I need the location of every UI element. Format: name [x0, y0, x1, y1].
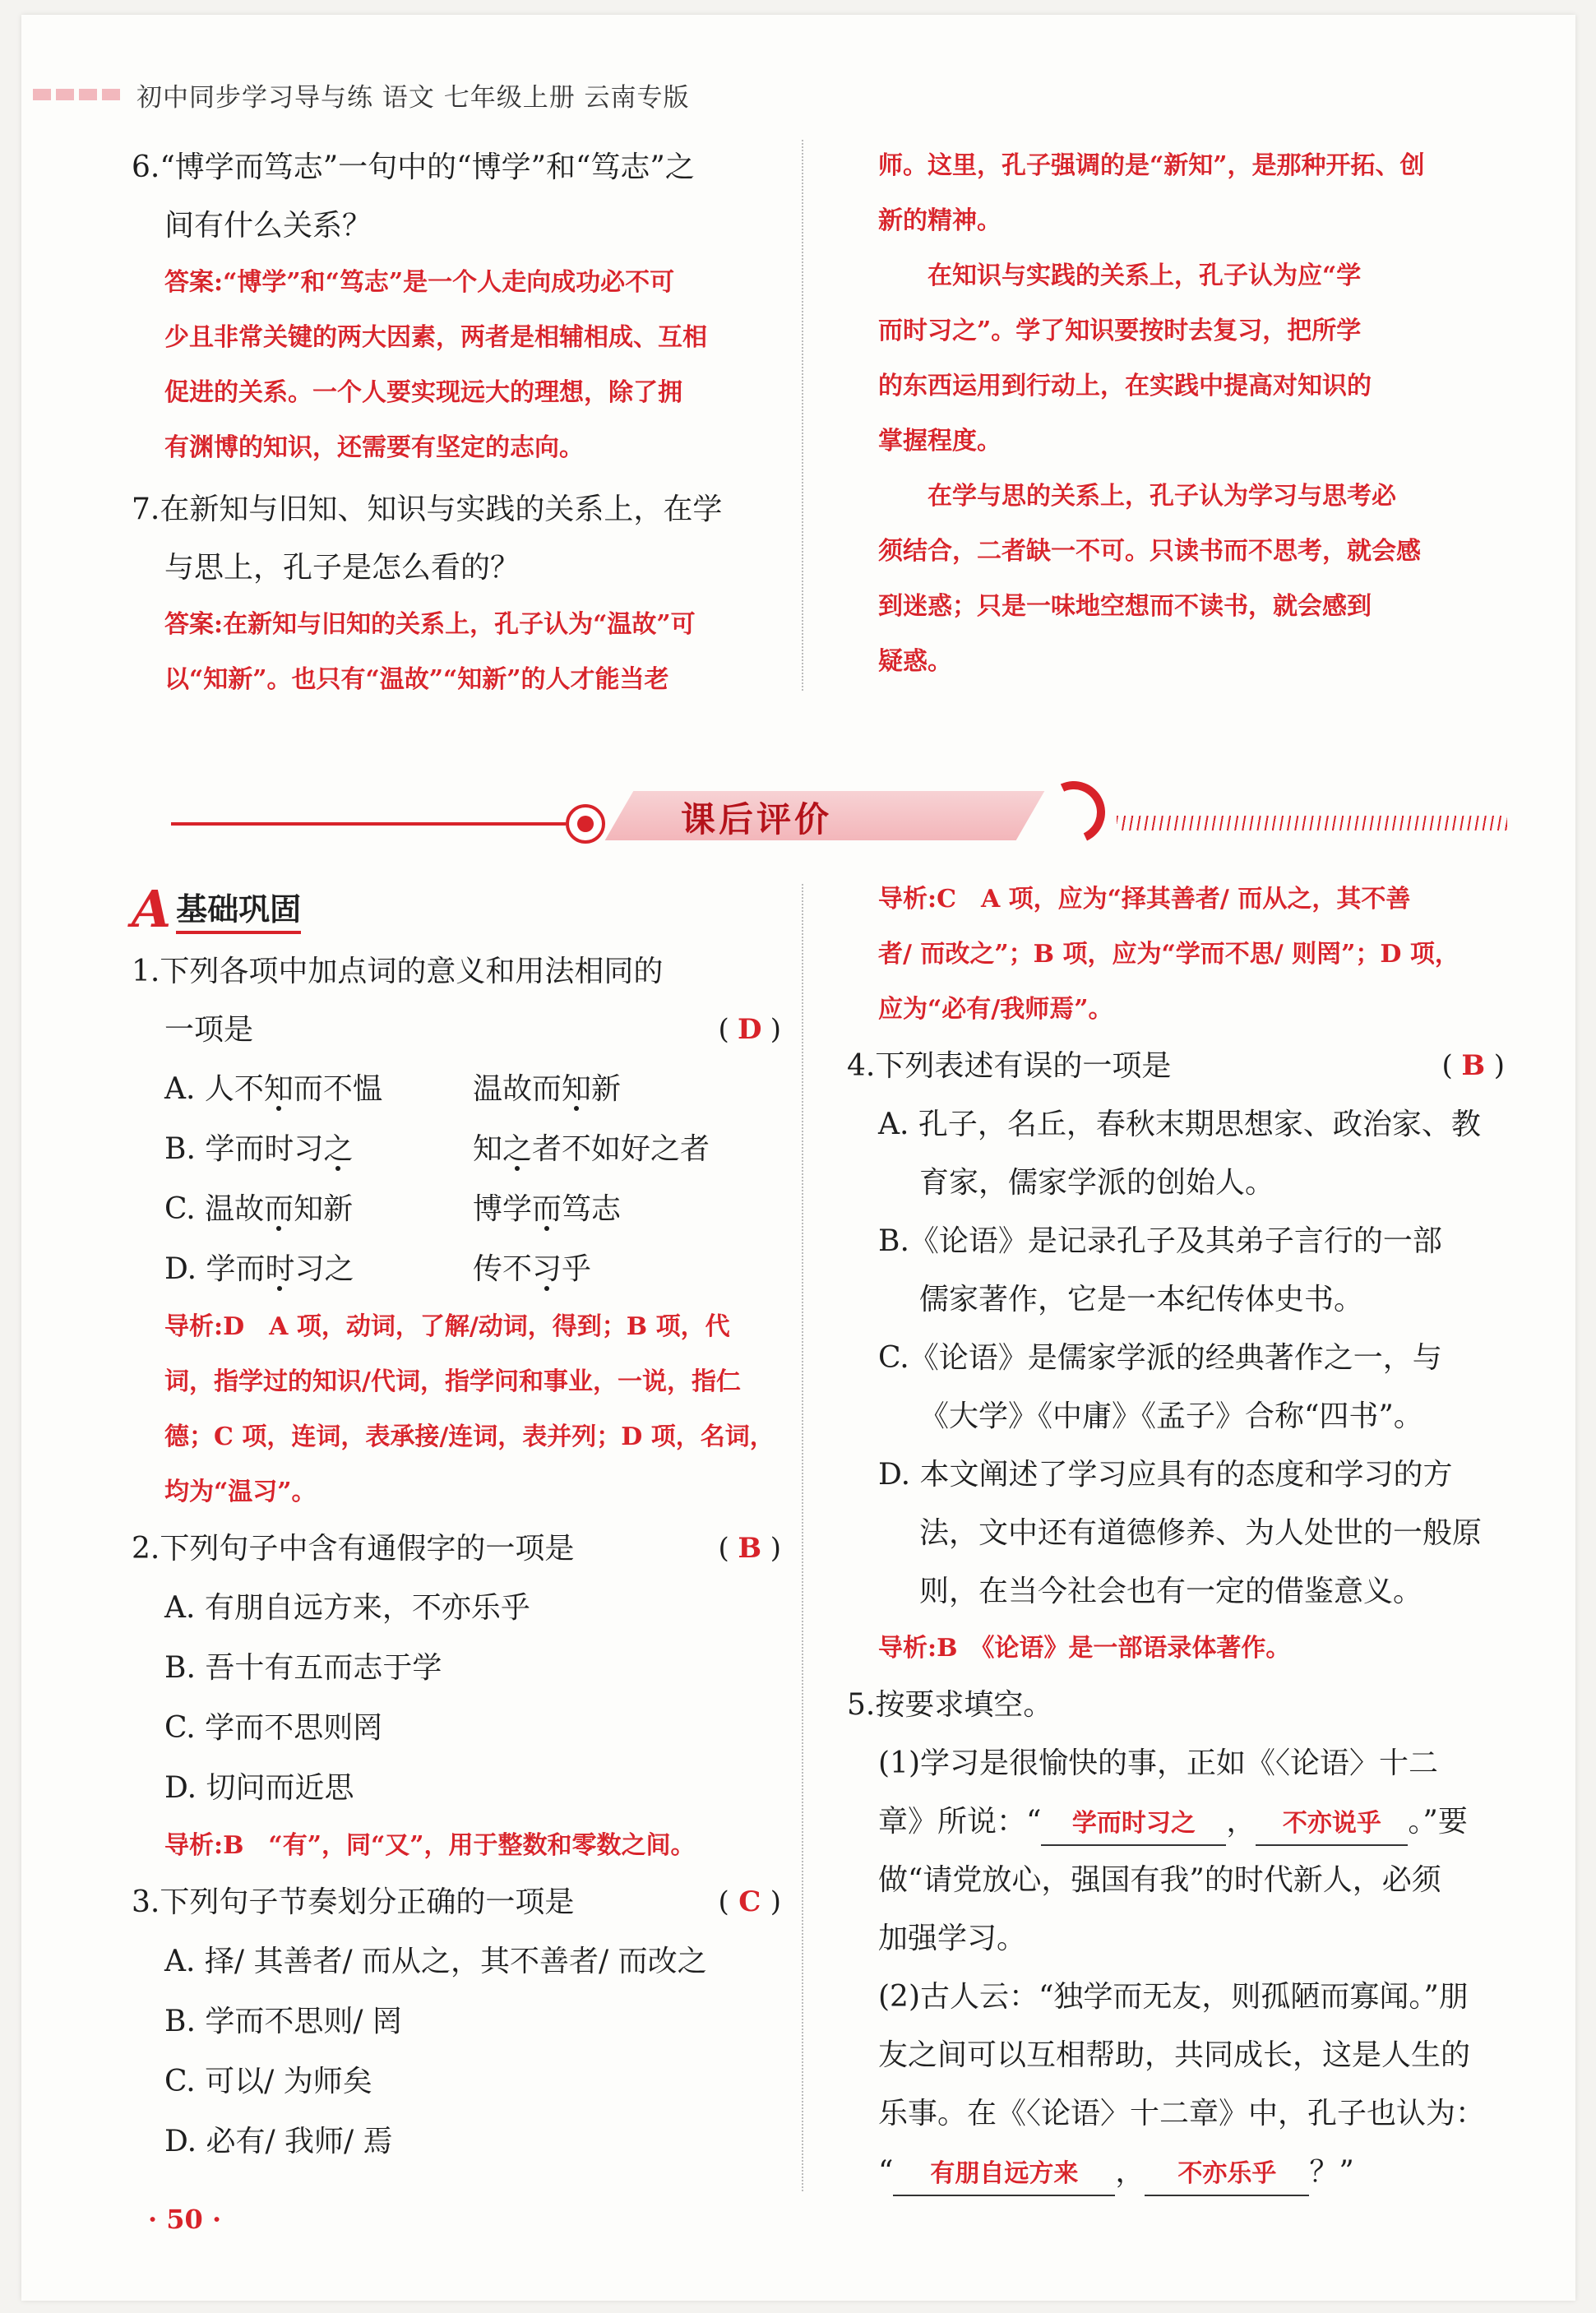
bottom-left-column	[132, 879, 781, 2172]
question-1	[132, 942, 781, 1059]
question-5	[847, 1676, 1505, 2201]
option-d: D. 必有/ 我师/ 焉	[164, 2125, 393, 2158]
option-text: 新	[591, 1072, 622, 1106]
header-decoration	[33, 89, 120, 100]
section-banner	[171, 773, 1507, 847]
guide-2	[132, 1818, 781, 1873]
answer-label: 答案:	[164, 610, 224, 639]
question-number: 3.	[132, 1885, 160, 1919]
option-text: 传不	[473, 1252, 533, 1286]
question-text: ，	[1226, 1805, 1256, 1839]
section-title: 基础巩固	[176, 884, 301, 934]
option-text: C. 温故	[164, 1192, 265, 1226]
option-c	[847, 1329, 1505, 1446]
question-text: 下列各项中加点词的意义和用法相同的	[160, 955, 664, 988]
dotted-word: 而	[264, 1192, 294, 1226]
guide-text: D A 项，动词，了解/动词，得到；B 项，代	[223, 1312, 730, 1341]
option-d	[847, 1446, 1505, 1621]
guide-label: 导析:	[164, 1831, 224, 1860]
option-row	[132, 1119, 781, 1179]
option-b: B. 吾十有五而志于学	[164, 1651, 442, 1685]
option-text: A. 人不	[164, 1072, 264, 1106]
option-text: D. 本文阐述了学习应具有的态度和学习的方	[878, 1458, 1453, 1492]
answer-text: 须结合，二者缺一不可。只读书而不思考，就会感	[878, 537, 1421, 566]
answer-text: 以“知新”。也只有“温故”“知新”的人才能当老	[164, 665, 669, 694]
top-left-column	[132, 138, 781, 707]
question-number: 2.	[132, 1532, 160, 1566]
guide-text: 均为“温习”。	[164, 1478, 317, 1506]
answer-text: 在知识与实践的关系上，孔子认为应“学	[928, 261, 1362, 290]
fill-blank-4: 不亦乐乎	[1145, 2153, 1309, 2196]
guide-text: 词，指学过的知识/代词，指学问和事业，一说，指仁	[164, 1367, 741, 1396]
fill-blank-2: 不亦说乎	[1256, 1803, 1408, 1846]
answer-text: “博学”和“笃志”是一个人走向成功必不可	[223, 268, 675, 297]
guide-text: 应为“必有/我师焉”。	[878, 995, 1113, 1024]
question-text: 一项是	[164, 1013, 254, 1047]
option-b	[847, 1212, 1505, 1329]
banner-arc-icon	[1034, 772, 1113, 852]
option-text: 知	[473, 1132, 503, 1166]
option-text: 法，文中还有道德修养、为人处世的一般原	[919, 1516, 1483, 1550]
fill-blank-3: 有朋自远方来	[893, 2153, 1115, 2196]
banner-title: 课后评价	[681, 799, 833, 840]
option-text: A. 孔子，名丘，春秋末期思想家、政治家、教	[878, 1108, 1481, 1141]
header-title: 初中同步学习导与练 语文 七年级上册 云南专版	[136, 82, 690, 113]
answer-text: 促进的关系。一个人要实现远大的理想，除了拥	[164, 378, 682, 407]
answer-choice: C	[738, 1885, 761, 1918]
question-text: 按要求填空。	[875, 1688, 1053, 1722]
question-text: 间有什么关系？	[164, 209, 372, 243]
question-number: 5.	[847, 1688, 876, 1722]
question-text: 章》所说：“	[878, 1805, 1042, 1839]
guide-label: 导析:	[878, 1634, 937, 1663]
answer-text: 少且非常关键的两大因素，两者是相辅相成、互相	[164, 323, 707, 352]
answer-text: 在学与思的关系上，孔子认为学习与思考必	[928, 482, 1396, 511]
dotted-word: 时	[265, 1252, 295, 1286]
answer-7-continued	[878, 138, 1511, 689]
answer-text: 有渊博的知识，还需要有坚定的志向。	[164, 433, 584, 462]
question-text: ？”	[1309, 2155, 1354, 2189]
option-text: 则，在当今社会也有一定的借鉴意义。	[919, 1575, 1423, 1608]
option-text: 儒家著作，它是一本纪传体史书。	[919, 1283, 1364, 1316]
answer-choice: B	[738, 1532, 762, 1565]
column-divider	[802, 140, 803, 691]
option-a: A. 有朋自远方来，不亦乐乎	[164, 1591, 530, 1625]
question-3	[132, 1873, 781, 1931]
option-a	[847, 1095, 1505, 1212]
question-text: 下列表述有误的一项是	[875, 1049, 1172, 1083]
question-7	[132, 480, 781, 597]
guide-label: 导析:	[164, 1312, 224, 1341]
question-text: 。”要	[1408, 1805, 1468, 1839]
page-number: · 50 ·	[148, 2204, 222, 2235]
section-a-heading	[132, 879, 781, 939]
answer-text: 掌握程度。	[878, 427, 1002, 456]
question-number: 4.	[847, 1049, 876, 1083]
dotted-word: 习	[532, 1252, 562, 1286]
answer-blank: ( D )	[718, 1001, 781, 1059]
answer-blank: ( B )	[1441, 1037, 1505, 1095]
guide-text: 者/ 而改之”；B 项，应为“学而不思/ 则罔”；D 项，	[878, 940, 1460, 969]
answer-text: 在新知与旧知的关系上，孔子认为“温故”可	[223, 610, 696, 639]
fill-blank-1: 学而时习之	[1041, 1803, 1226, 1846]
question-text: “	[878, 2155, 894, 2189]
answer-text: 疑惑。	[878, 647, 952, 676]
question-number: 6.	[132, 150, 160, 184]
section-letter: A	[132, 879, 172, 939]
question-text: “博学而笃志”一句中的“博学”和“笃志”之	[160, 150, 695, 184]
question-text: 做“请党放心，强国有我”的时代新人，必须	[878, 1863, 1441, 1897]
question-text: 与思上，孔子是怎么看的？	[164, 551, 520, 585]
guide-3	[847, 872, 1505, 1037]
dotted-word: 知	[263, 1072, 294, 1106]
option-text: B. 学而时习	[164, 1132, 324, 1166]
guide-1	[132, 1299, 781, 1520]
option-text: 而不愠	[293, 1072, 382, 1106]
option-text: 乎	[562, 1252, 592, 1286]
dotted-word: 之	[323, 1132, 354, 1166]
option-text: B.《论语》是记录孔子及其弟子言行的一部	[878, 1224, 1442, 1258]
answer-text: 师。这里，孔子强调的是“新知”，是那种开拓、创	[878, 151, 1425, 180]
question-text: 在新知与旧知、知识与实践的关系上，在学	[160, 493, 723, 526]
option-text: 笃志	[562, 1192, 622, 1226]
question-4	[847, 1037, 1505, 1095]
guide-text: C A 项，应为“择其善者/ 而从之，其不善	[937, 885, 1411, 914]
option-b: B. 学而不思则/ 罔	[164, 2005, 402, 2038]
question-number: 1.	[132, 955, 160, 988]
option-text: 育家，儒家学派的创始人。	[919, 1166, 1275, 1200]
guide-text: 德；C 项，连词，表承接/连词，表并列；D 项，名词，	[164, 1422, 775, 1451]
answer-text: 新的精神。	[878, 206, 1002, 235]
answer-text: 而时习之”。学了知识要按时去复习，把所学	[878, 317, 1362, 345]
banner-ring-icon	[566, 804, 605, 844]
answer-text: 的东西运用到行动上，在实践中提高对知识的	[878, 372, 1372, 400]
question-6	[132, 138, 781, 255]
answer-choice: B	[1461, 1049, 1486, 1082]
guide-label: 导析:	[878, 885, 937, 914]
question-text: 下列句子节奏划分正确的一项是	[160, 1885, 575, 1919]
question-number: 7.	[132, 493, 160, 526]
page-header	[33, 78, 690, 111]
dotted-word: 之	[502, 1132, 533, 1166]
question-text: (2)古人云：“独学而无友，则孤陋而寡闻。”朋	[878, 1980, 1469, 2014]
dotted-word: 而	[532, 1192, 562, 1226]
option-text: 温故而	[473, 1072, 562, 1106]
guide-4	[847, 1621, 1505, 1676]
answer-choice: D	[737, 1013, 762, 1046]
option-text: C.《论语》是儒家学派的经典著作之一，与	[878, 1341, 1442, 1375]
answer-text: 到迷惑；只是一味地空想而不读书，就会感到	[878, 592, 1372, 621]
banner-line	[171, 822, 566, 826]
question-text: 友之间可以互相帮助，共同成长，这是人生的	[878, 2038, 1471, 2072]
question-text: ，	[1115, 2155, 1145, 2189]
answer-7	[132, 597, 781, 707]
option-text: 知新	[294, 1192, 354, 1226]
answer-blank: ( B )	[718, 1520, 781, 1578]
banner-ticks	[1117, 816, 1507, 830]
option-c: C. 学而不思则罔	[164, 1711, 383, 1745]
option-text: D. 学而	[164, 1252, 266, 1286]
question-text: (1)学习是很愉快的事，正如《〈论语〉十二	[878, 1746, 1438, 1780]
option-text: 习之	[294, 1252, 354, 1286]
answer-label: 答案:	[164, 268, 224, 297]
question-2	[132, 1520, 781, 1578]
option-d: D. 切问而近思	[164, 1771, 354, 1805]
option-row	[132, 1239, 781, 1299]
question-text: 下列句子中含有通假字的一项是	[160, 1532, 575, 1566]
option-text: 博学	[473, 1192, 533, 1226]
answer-blank: ( C )	[718, 1873, 781, 1931]
option-text: 《大学》《中庸》《孟子》合称“四书”。	[919, 1399, 1423, 1433]
guide-text: B “有”，同“又”，用于整数和零数之间。	[223, 1831, 696, 1860]
option-a: A. 择/ 其善者/ 而从之，其不善者/ 而改之	[164, 1945, 707, 1978]
guide-text: B 《论语》是一部语录体著作。	[937, 1634, 1291, 1663]
option-row	[132, 1179, 781, 1239]
option-text: 者不如好之者	[532, 1132, 710, 1166]
column-divider	[802, 884, 803, 2191]
bottom-right-column	[847, 872, 1505, 2201]
option-c: C. 可以/ 为师矣	[164, 2065, 372, 2098]
question-text: 加强学习。	[878, 1922, 1027, 1955]
question-text: 乐事。在《〈论语〉十二章》中，孔子也认为：	[878, 2097, 1486, 2130]
dotted-word: 知	[562, 1072, 592, 1106]
option-row	[132, 1059, 781, 1119]
answer-6	[132, 255, 781, 475]
